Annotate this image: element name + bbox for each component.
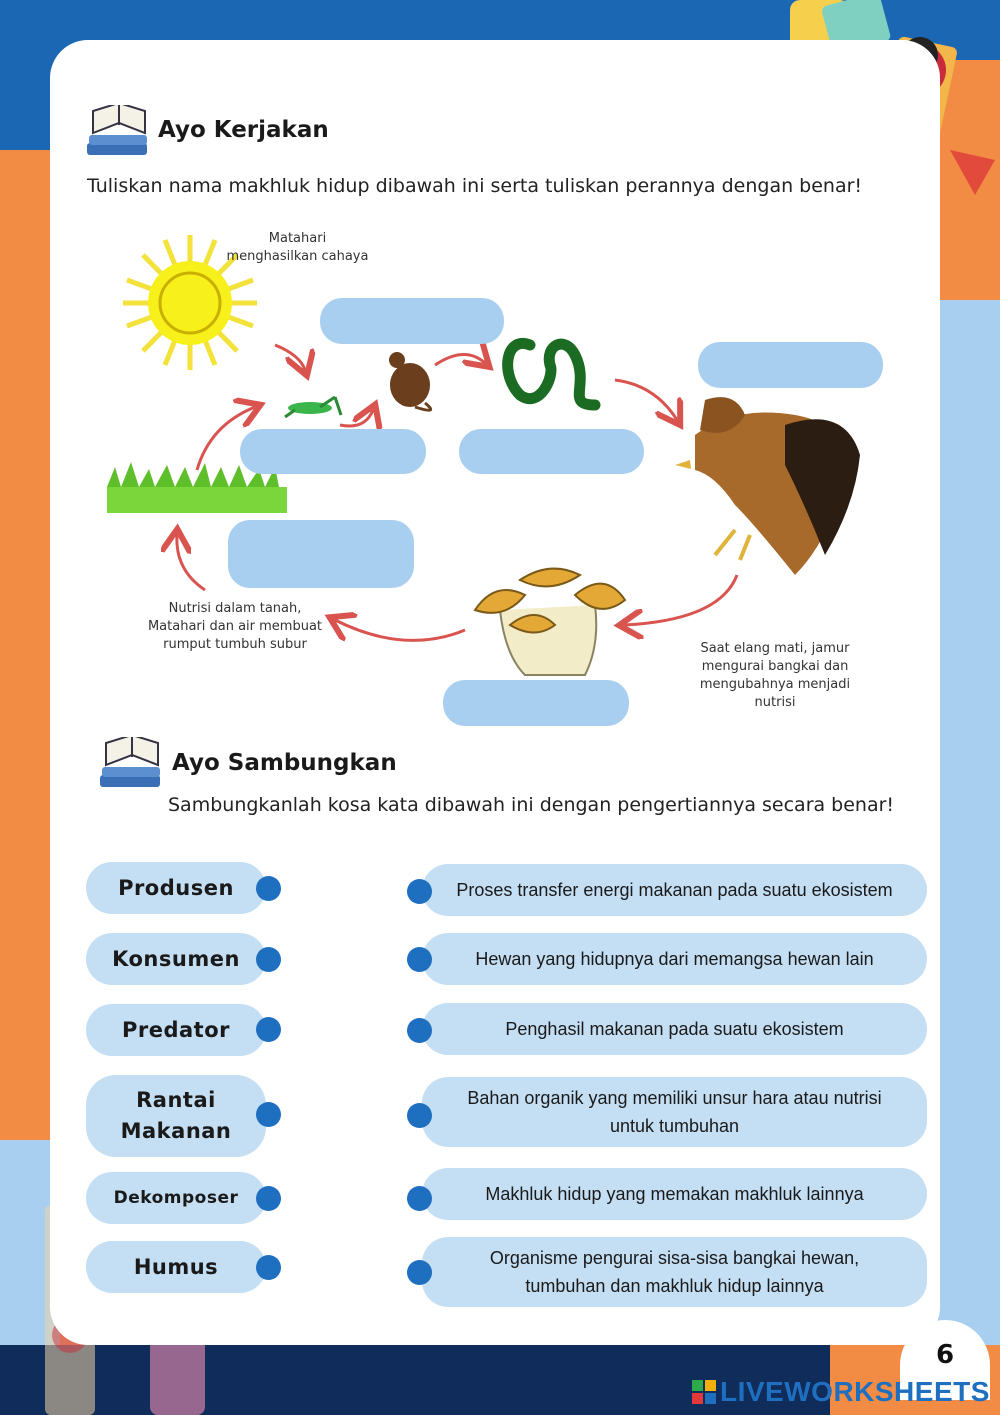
definition-1: Proses transfer energi makanan pada suatu ekosistem [422,864,927,916]
answer-blank-mouse[interactable] [320,298,504,344]
liveworksheets-logo-icon [692,1380,716,1404]
answer-blank-grass[interactable] [228,520,414,588]
definition-3: Penghasil makanan pada suatu ekosistem [422,1003,927,1055]
mouse-icon [389,352,431,410]
background-right-band [935,300,1000,1350]
arrow-eagle-mushroom [625,575,737,625]
match-dot-left[interactable] [256,1255,281,1280]
grasshopper-icon [285,397,341,417]
background-right-orange [935,230,1000,310]
match-dot-right[interactable] [407,947,432,972]
match-dot-right[interactable] [407,1260,432,1285]
eagle-icon [675,397,860,575]
mushroom-icon [475,569,625,675]
match-dot-right[interactable] [407,1018,432,1043]
arrow-snake-eagle [615,380,677,420]
match-dot-right[interactable] [407,879,432,904]
arrow-grasshopper-mouse [340,410,373,426]
brand-name: LIVEWORKSHEETS [720,1376,990,1407]
section1-title: Ayo Kerjakan [158,117,329,143]
book-icon [85,105,153,160]
match-dot-left[interactable] [256,1017,281,1042]
definition-2: Hewan yang hidupnya dari memangsa hewan lain [422,933,927,985]
term-rantai-makanan: Rantai Makanan [86,1075,266,1157]
book-icon [98,737,166,792]
section1-instruction: Tuliskan nama makhluk hidup dibawah ini serta tuliskan perannya dengan benar! [87,175,863,197]
answer-blank-snake[interactable] [459,429,644,474]
match-dot-right[interactable] [407,1186,432,1211]
answer-blank-eagle[interactable] [698,342,883,388]
definition-4: Bahan organik yang memiliki unsur hara atau nutrisi untuk tumbuhan [422,1077,927,1147]
arrow-sun-grasshopper [275,345,305,370]
match-dot-left[interactable] [256,1102,281,1127]
definition-5: Makhluk hidup yang memakan makhluk lainnya [422,1168,927,1220]
answer-blank-grasshopper[interactable] [240,429,426,474]
definition-6: Organisme pengurai sisa-sisa bangkai hewan, tumbuhan dan makhluk hidup lainnya [422,1237,927,1307]
answer-blank-mushroom[interactable] [443,680,629,726]
term-produsen: Produsen [86,862,266,914]
match-dot-right[interactable] [407,1103,432,1128]
term-predator: Predator [86,1004,266,1056]
match-dot-left[interactable] [256,1186,281,1211]
caption-sun: Matahari menghasilkan cahaya [226,231,369,264]
section2-title: Ayo Sambungkan [172,750,397,776]
snake-icon [508,343,595,405]
term-dekomposer: Dekomposer [86,1172,266,1224]
page-number: 6 [935,1340,955,1370]
match-dot-left[interactable] [256,876,281,901]
section2-instruction: Sambungkanlah kosa kata dibawah ini dengan pengertiannya secara benar! [168,794,895,816]
arrow-mouse-snake [435,354,485,365]
match-dot-left[interactable] [256,947,281,972]
caption-grass: Nutrisi dalam tanah, Matahari dan air membuat rumput tumbuh subur [147,601,323,652]
term-konsumen: Konsumen [86,933,266,985]
arrow-grass-up [177,535,205,590]
arrow-mushroom-grass [335,620,465,640]
caption-mushroom: Saat elang mati, jamur mengurai bangkai dan mengubahnya menjadi nutrisi [699,641,851,710]
term-humus: Humus [86,1241,266,1293]
